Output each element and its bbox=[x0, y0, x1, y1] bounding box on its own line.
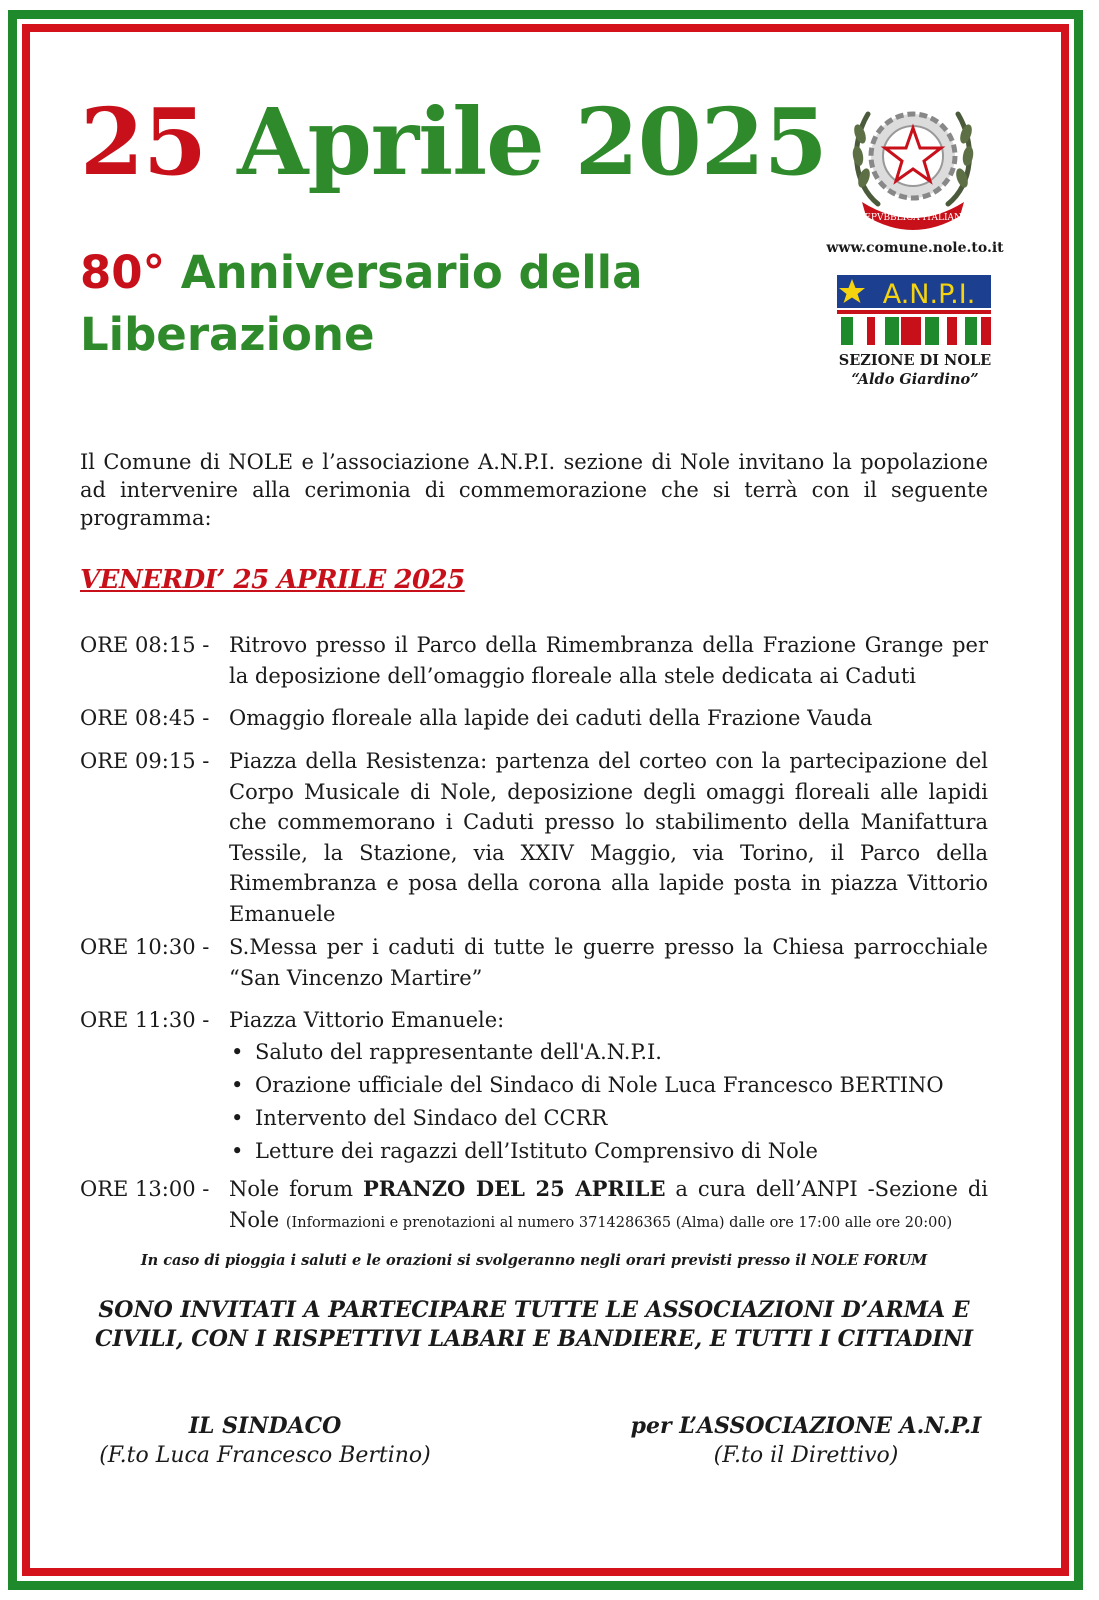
event-date-heading: VENERDI’ 25 APRILE 2025 bbox=[80, 565, 465, 595]
subtitle bbox=[80, 242, 720, 366]
anpi-section: SEZIONE DI NOLE bbox=[838, 352, 992, 369]
schedule-description bbox=[229, 1005, 988, 1168]
signature-role: IL SINDACO bbox=[188, 1413, 342, 1439]
schedule-item-0845 bbox=[80, 703, 988, 734]
schedule-time: ORE 08:15 - bbox=[80, 633, 210, 657]
subtitle-line1: Anniversario della bbox=[180, 246, 643, 299]
italian-republic-emblem-icon bbox=[848, 94, 978, 230]
schedule-description: Piazza della Resistenza: partenza del corteo con la partecipazione del Corpo Musicale di Nole, deposizione degli omaggi floreali alle lapidi che commemorano i Caduti presso lo stabilimento della Manifattura Tessile, la Stazione, via XXIV Maggio, via Torino, il Parco della Rimembranza e posa della corona alla lapide posta in piazza Vittorio Emanuele bbox=[229, 749, 988, 926]
lunch-title: PRANZO DEL 25 APRILE bbox=[362, 1176, 666, 1201]
schedule-description: Ritrovo presso il Parco della Rimembranza della Frazione Grange per la deposizione dell’omaggio floreale alla stele dedicata ai Caduti bbox=[229, 633, 988, 688]
subtitle-degree: 80° bbox=[80, 246, 166, 299]
emblem-ribbon-text: REPVBBLICA ITALIANA bbox=[857, 213, 969, 223]
schedule-item-0815 bbox=[80, 630, 988, 691]
schedule-time: ORE 11:30 - bbox=[80, 1008, 210, 1032]
signature-association bbox=[616, 1412, 996, 1470]
schedule-item-0915 bbox=[80, 746, 988, 930]
lunch-organizer: a cura dell’ANPI -Sezione di Nole bbox=[229, 1177, 988, 1232]
list-item: • Saluto del rappresentante dell'A.N.P.I. bbox=[255, 1036, 988, 1069]
anpi-logo-icon bbox=[837, 275, 991, 345]
schedule-time: ORE 08:45 - bbox=[80, 706, 210, 730]
schedule-description bbox=[229, 1174, 988, 1238]
title-month-year: Aprile 2025 bbox=[237, 88, 827, 196]
schedule-time: ORE 09:15 - bbox=[80, 749, 210, 773]
schedule-item-1300 bbox=[80, 1174, 988, 1238]
schedule-time: ORE 13:00 - bbox=[80, 1177, 210, 1201]
list-item: • Intervento del Sindaco del CCRR bbox=[255, 1102, 988, 1135]
rain-note: In caso di pioggia i saluti e le orazioni si svolgeranno negli orari previsti presso il NOLE FORUM bbox=[140, 1252, 928, 1269]
anpi-section-name: “Aldo Giardino” bbox=[851, 371, 979, 388]
schedule-time: ORE 10:30 - bbox=[80, 935, 210, 959]
signature-role: per L’ASSOCIAZIONE A.N.P.I bbox=[630, 1413, 982, 1439]
page-title bbox=[80, 88, 827, 196]
title-day: 25 bbox=[80, 88, 207, 196]
schedule-bullet-list bbox=[229, 1036, 988, 1168]
schedule-item-1130 bbox=[80, 1005, 988, 1168]
signature-mayor bbox=[75, 1412, 455, 1470]
booking-info: (Informazioni e prenotazioni al numero 3714286365 (Alma) dalle ore 17:00 alle ore 20:00) bbox=[285, 1214, 953, 1231]
signature-name: (F.to il Direttivo) bbox=[713, 1443, 899, 1468]
subtitle-line2: Liberazione bbox=[80, 308, 375, 361]
anpi-logo-text: A.N.P.I. bbox=[882, 279, 976, 310]
intro-text: Il Comune di NOLE e l’associazione A.N.P.I. sezione di Nole invitano la popolazione ad intervenire alla cerimonia di commemorazione che si terrà con il seguente programma: bbox=[80, 450, 988, 530]
schedule-description: S.Messa per i caduti di tutte le guerre presso la Chiesa parrocchiale “San Vincenzo Martire” bbox=[229, 935, 988, 990]
list-item: • Orazione ufficiale del Sindaco di Nole Luca Francesco BERTINO bbox=[255, 1069, 988, 1102]
website-link[interactable]: www.comune.nole.to.it bbox=[826, 240, 1004, 256]
schedule-item-1030 bbox=[80, 932, 988, 993]
schedule-place: Piazza Vittorio Emanuele: bbox=[229, 1008, 505, 1032]
signature-name: (F.to Luca Francesco Bertino) bbox=[99, 1443, 431, 1468]
schedule-description: Omaggio floreale alla lapide dei caduti della Frazione Vauda bbox=[229, 706, 873, 730]
schedule-place: Nole forum bbox=[229, 1177, 354, 1201]
invitation-text: SONO INVITATI A PARTECIPARE TUTTE LE ASSOCIAZIONI D’ARMA E CIVILI, CON I RISPETTIVI LABARI E BANDIERE, E TUTTI I CITTADINI bbox=[94, 1297, 974, 1352]
list-item: • Letture dei ragazzi dell’Istituto Comprensivo di Nole bbox=[255, 1135, 988, 1168]
